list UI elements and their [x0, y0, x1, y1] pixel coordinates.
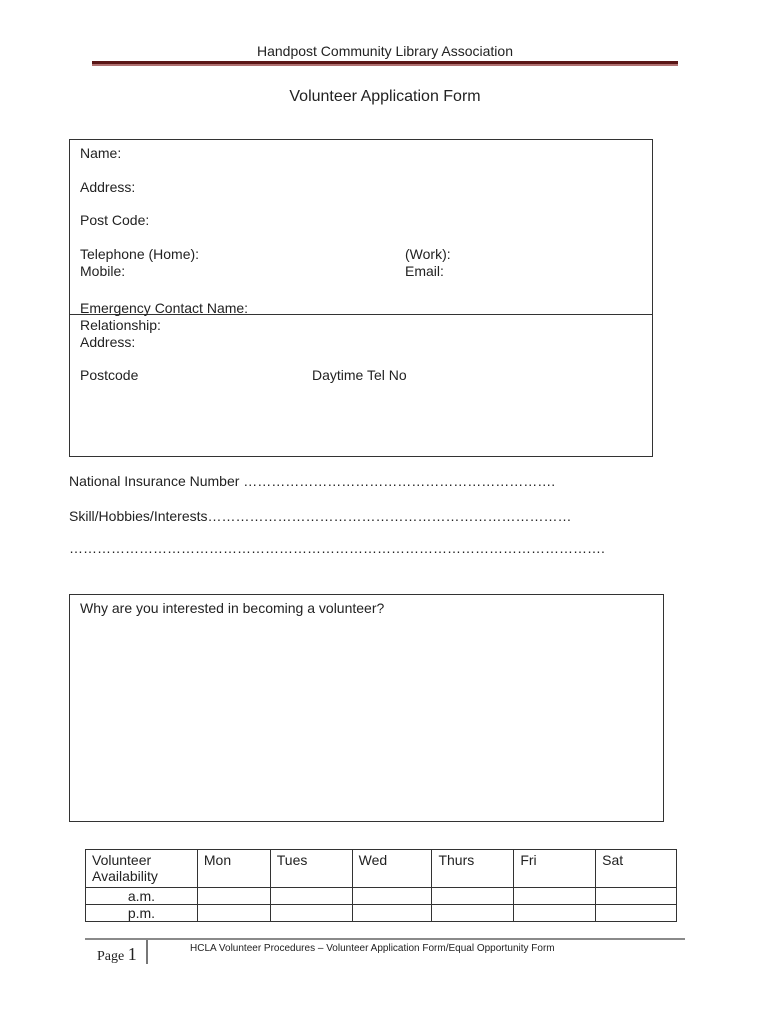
email-label: Email:	[405, 263, 444, 279]
pm-fri-cell	[514, 905, 596, 922]
am-fri-cell	[514, 888, 596, 905]
am-mon-cell	[197, 888, 270, 905]
day-tues: Tues	[270, 850, 352, 888]
pm-wed-cell	[352, 905, 432, 922]
mobile-label: Mobile:	[80, 263, 126, 279]
pm-sat-cell	[596, 905, 677, 922]
emergency-postcode-label: Postcode	[80, 367, 139, 383]
pm-mon-cell	[197, 905, 270, 922]
skills-hobbies-field: Skill/Hobbies/Interests……………………………………………………………………	[69, 508, 572, 524]
availability-am-row	[86, 888, 677, 905]
day-wed: Wed	[352, 850, 432, 888]
am-tues-cell	[270, 888, 352, 905]
availability-header-row	[86, 850, 677, 888]
telephone-work-label: (Work):	[405, 246, 451, 262]
relationship-label: Relationship:	[80, 317, 161, 333]
page-number: 1	[127, 944, 137, 964]
page-number-divider	[146, 940, 148, 964]
emergency-contact-name-label: Emergency Contact Name:	[80, 300, 249, 316]
pm-label: p.m.	[86, 905, 198, 922]
am-thurs-cell	[432, 888, 514, 905]
name-label: Name:	[80, 145, 122, 161]
footer-text: HCLA Volunteer Procedures – Volunteer Application Form/Equal Opportunity Form	[190, 943, 555, 954]
contact-details-box	[69, 139, 653, 457]
am-label: a.m.	[86, 888, 198, 905]
header-rule-shadow	[92, 64, 678, 66]
emergency-address-label: Address:	[80, 334, 136, 350]
why-volunteer-box	[69, 594, 664, 822]
page-word: Page	[97, 949, 125, 964]
availability-pm-row	[86, 905, 677, 922]
why-volunteer-label: Why are you interested in becoming a volunteer?	[80, 600, 385, 616]
am-wed-cell	[352, 888, 432, 905]
organization-header: Handpost Community Library Association	[256, 43, 513, 59]
availability-header-line1: Volunteer	[92, 852, 152, 868]
telephone-home-label: Telephone (Home):	[80, 246, 200, 262]
address-label: Address:	[80, 179, 136, 195]
skills-continuation-line: …………………………………………………………………………………………………….	[69, 540, 605, 556]
page-number-label	[97, 944, 137, 965]
pm-tues-cell	[270, 905, 352, 922]
daytime-tel-label: Daytime Tel No	[312, 367, 407, 383]
am-sat-cell	[596, 888, 677, 905]
day-fri: Fri	[514, 850, 596, 888]
day-thurs: Thurs	[432, 850, 514, 888]
national-insurance-field: National Insurance Number ………………………………………………………….	[69, 473, 556, 489]
availability-header-line2: Availability	[92, 868, 158, 884]
availability-header-cell	[86, 850, 198, 888]
form-title: Volunteer Application Form	[289, 88, 481, 105]
availability-table	[85, 849, 677, 922]
day-mon: Mon	[197, 850, 270, 888]
postcode-label: Post Code:	[80, 212, 150, 228]
pm-thurs-cell	[432, 905, 514, 922]
day-sat: Sat	[596, 850, 677, 888]
footer-rule	[85, 938, 685, 940]
